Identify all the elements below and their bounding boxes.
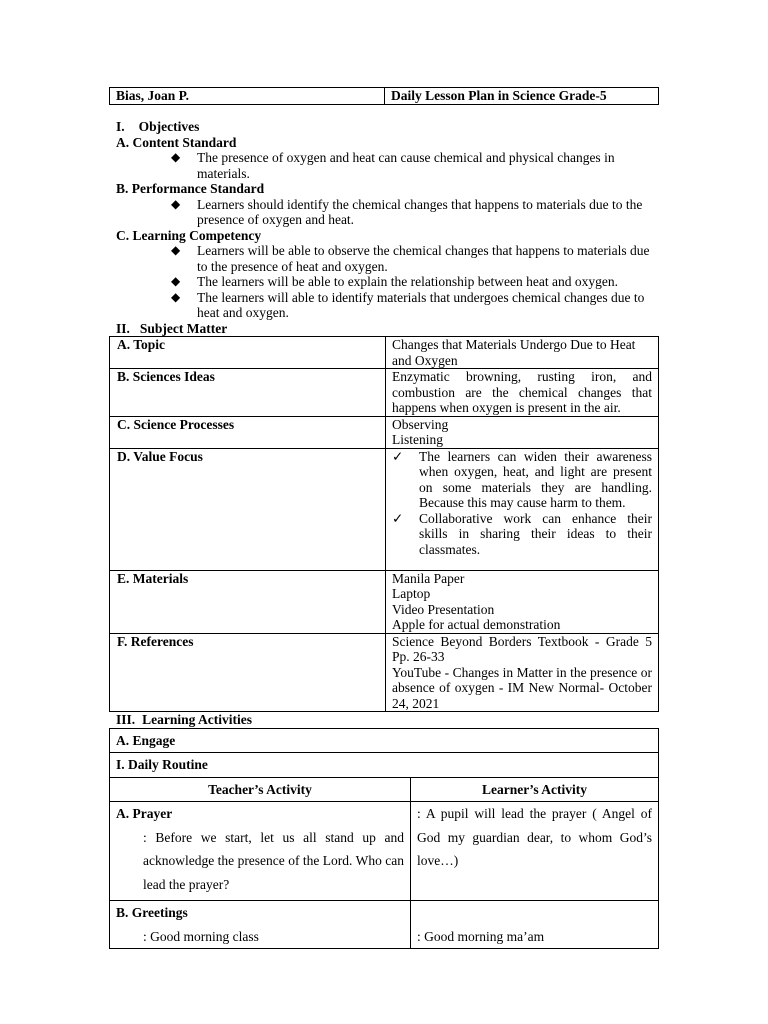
prayer-teacher-cell <box>110 802 411 901</box>
daily-routine-heading: I. Daily Routine <box>110 753 659 778</box>
greetings-teacher-text: : Good morning class <box>143 928 259 944</box>
document-title: Daily Lesson Plan in Science Grade-5 <box>385 88 659 105</box>
list-item: ◆ The learners will be able to explain the relationship between heat and oxygen. <box>171 274 618 289</box>
engage-heading: A. Engage <box>110 728 659 753</box>
science-processes-label: C. Science Processes <box>110 416 386 448</box>
learning-competency-label: C. Learning Competency <box>116 227 262 243</box>
table-row <box>110 777 659 802</box>
header-table <box>109 87 659 105</box>
diamond-bullet-icon: ◆ <box>171 289 181 304</box>
list-item: ◆ Learners will be able to observe the chemical changes that happens to materials due to the presence of heat and oxygen. <box>171 243 650 274</box>
references-label: F. References <box>110 633 386 712</box>
prayer-label: A. Prayer <box>116 806 173 821</box>
materials-label: E. Materials <box>110 570 386 633</box>
subject-matter-table <box>109 336 659 712</box>
topic-label: A. Topic <box>110 337 386 369</box>
materials-value: Manila Paper Laptop Video Presentation Apple for actual demonstration <box>386 570 659 633</box>
topic-value: Changes that Materials Undergo Due to Heat and Oxygen <box>386 337 659 369</box>
table-row <box>110 570 659 633</box>
greetings-learner-text: : Good morning ma’am <box>417 928 545 944</box>
list-item: ✓ Collaborative work can enhance their skills in sharing their ideas to their classmates. <box>392 510 652 557</box>
author-name: Bias, Joan P. <box>110 88 385 105</box>
table-row <box>110 448 659 570</box>
value-focus-value <box>386 448 659 570</box>
checkmark-icon: ✓ <box>392 448 404 464</box>
greetings-label: B. Greetings <box>116 905 188 920</box>
content-standard-list <box>109 150 659 181</box>
science-ideas-value: Enzymatic browning, rusting iron, and combustion are the chemical changes that happens when oxygen is present in the air. <box>386 369 659 417</box>
list-item: ◆ The presence of oxygen and heat can cause chemical and physical changes in materials. <box>171 150 615 181</box>
diamond-bullet-icon: ◆ <box>171 196 181 211</box>
subject-matter-heading: II. Subject Matter <box>116 320 228 336</box>
table-row <box>110 337 659 369</box>
objectives-heading: I. Objectives <box>116 119 200 134</box>
table-row <box>110 728 659 753</box>
list-item: ✓ The learners can widen their awareness when oxygen, heat, and light are present on some materials they are handling. Because this may cause harm to them. <box>392 448 652 510</box>
learning-activities-heading: III. Learning Activities <box>116 712 253 727</box>
references-value: Science Beyond Borders Textbook - Grade 5 Pp. 26-33 YouTube - Changes in Matter in the presence or absence of oxygen - IM New Normal- October 24, 2021 <box>386 633 659 712</box>
content-standard-label: A. Content Standard <box>116 134 237 150</box>
list-item: ◆ The learners will able to identify materials that undergoes chemical changes due to heat and oxygen. <box>171 289 645 320</box>
table-row <box>110 633 659 712</box>
learning-activities-table <box>109 728 659 950</box>
table-row <box>110 901 659 949</box>
science-processes-value: Observing Listening <box>386 416 659 448</box>
greetings-learner-cell <box>411 901 659 949</box>
table-row <box>110 416 659 448</box>
table-row <box>110 753 659 778</box>
science-ideas-label: B. Sciences Ideas <box>110 369 386 417</box>
diamond-bullet-icon: ◆ <box>171 243 181 257</box>
learning-competency-list <box>109 243 659 321</box>
diamond-bullet-icon: ◆ <box>171 150 181 164</box>
learner-activity-header: Learner’s Activity <box>411 777 659 802</box>
prayer-teacher-text: : Before we start, let us all stand up and acknowledge the presence of the Lord. Who can lead the prayer? <box>143 829 404 892</box>
lesson-plan-page <box>109 87 659 949</box>
list-item: ◆ Learners should identify the chemical changes that happens to materials due to the presence of oxygen and heat. <box>171 196 643 227</box>
value-focus-label: D. Value Focus <box>110 448 386 570</box>
table-row <box>110 802 659 901</box>
diamond-bullet-icon: ◆ <box>171 274 181 288</box>
performance-standard-label: B. Performance Standard <box>116 181 265 196</box>
table-row <box>110 369 659 417</box>
performance-standard-list <box>109 197 659 228</box>
teacher-activity-header: Teacher’s Activity <box>110 777 411 802</box>
greetings-teacher-cell <box>110 901 411 949</box>
checkmark-icon: ✓ <box>392 510 404 526</box>
prayer-learner-text: : A pupil will lead the prayer ( Angel of God my guardian dear, to whom God’s love…) <box>411 802 659 901</box>
